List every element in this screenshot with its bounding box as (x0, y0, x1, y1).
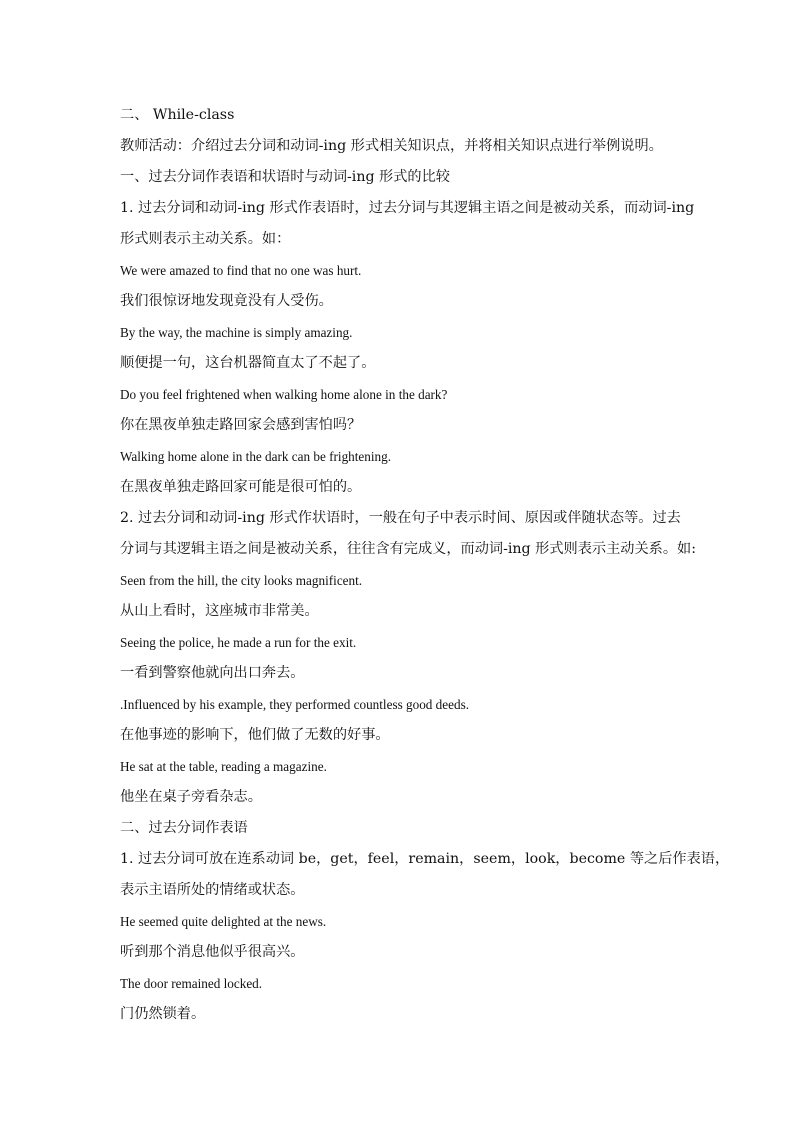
paragraph-line: 1. 过去分词可放在连系动词 be，get，feel，remain，seem，look，become 等之后作表语， (120, 851, 730, 867)
teacher-activity-text: 教师活动：介绍过去分词和动词-ing 形式相关知识点，并将相关知识点进行举例说明。 (120, 138, 663, 154)
example-translation-zh: 门仍然锁着。 (120, 1006, 206, 1022)
example-sentence-en: .Influenced by his example, they performed countless good deeds. (120, 697, 469, 712)
example-translation-zh: 他坐在桌子旁看杂志。 (120, 789, 262, 805)
section-heading-while-class: 二、 While-class (120, 107, 235, 123)
example-sentence-en: Walking home alone in the dark can be frightening. (120, 449, 392, 464)
example-sentence-en: Seeing the police, he made a run for the exit. (120, 635, 357, 650)
paragraph-line: 表示主语所处的情绪或状态。 (120, 882, 305, 898)
subsection-heading-comparison: 一、过去分词作表语和状语时与动词-ing 形式的比较 (120, 169, 450, 185)
paragraph-line: 2. 过去分词和动词-ing 形式作状语时，一般在句子中表示时间、原因或伴随状态等。过去 (120, 510, 681, 526)
example-translation-zh: 听到那个消息他似乎很高兴。 (120, 944, 305, 960)
example-sentence-en: He sat at the table, reading a magazine. (120, 759, 327, 774)
paragraph-line: 1. 过去分词和动词-ing 形式作表语时，过去分词与其逻辑主语之间是被动关系，而动词-ing (120, 200, 695, 216)
example-translation-zh: 在他事迹的影响下，他们做了无数的好事。 (120, 727, 390, 743)
example-sentence-en: He seemed quite delighted at the news. (120, 914, 327, 929)
subsection-heading-predicative: 二、过去分词作表语 (120, 820, 248, 836)
example-translation-zh: 我们很惊讶地发现竟没有人受伤。 (120, 293, 333, 309)
example-translation-zh: 从山上看时，这座城市非常美。 (120, 603, 319, 619)
example-translation-zh: 在黑夜单独走路回家可能是很可怕的。 (120, 479, 362, 495)
example-sentence-en: We were amazed to find that no one was hurt. (120, 263, 362, 278)
example-sentence-en: Do you feel frightened when walking home alone in the dark? (120, 387, 448, 402)
example-translation-zh: 一看到警察他就向出口奔去。 (120, 665, 305, 681)
paragraph-line: 形式则表示主动关系。如： (120, 231, 291, 247)
document-page (120, 100, 730, 1030)
paragraph-line: 分词与其逻辑主语之间是被动关系，往往含有完成义，而动词-ing 形式则表示主动关系。如: (120, 541, 696, 557)
example-sentence-en: The door remained locked. (120, 976, 263, 991)
example-translation-zh: 你在黑夜单独走路回家会感到害怕吗？ (120, 417, 362, 433)
example-sentence-en: Seen from the hill, the city looks magnificent. (120, 573, 363, 588)
example-sentence-en: By the way, the machine is simply amazing. (120, 325, 353, 340)
example-translation-zh: 顺便提一句，这台机器简直太了不起了。 (120, 355, 376, 371)
